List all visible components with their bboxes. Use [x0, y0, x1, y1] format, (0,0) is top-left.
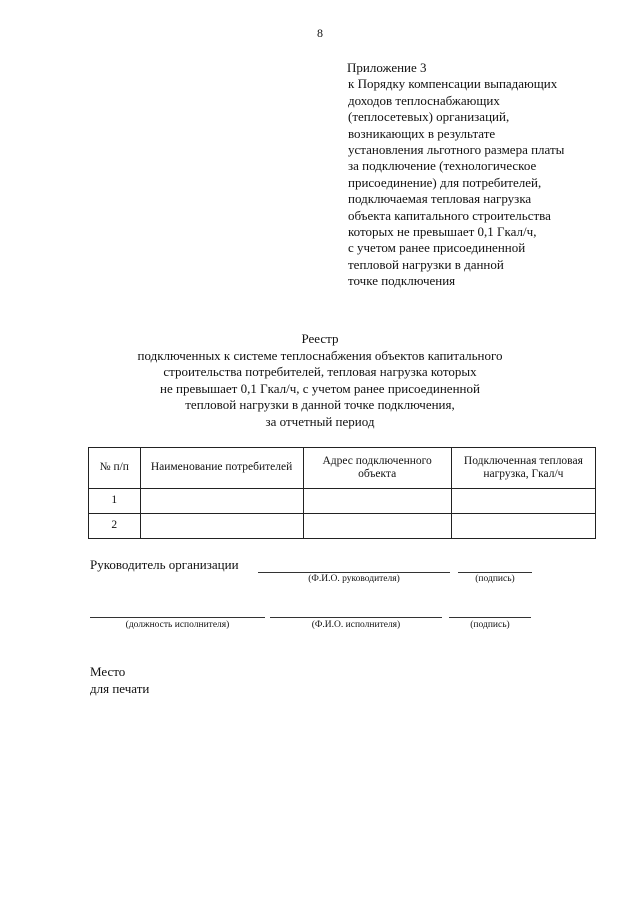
registry-subtitle-line: подключенных к системе теплоснабжения объектов капитального	[137, 347, 503, 363]
head-name-caption: (Ф.И.О. руководителя)	[308, 574, 400, 584]
executor-position-caption: (должность исполнителя)	[125, 620, 230, 630]
header-heat-load: Подключенная тепловая нагрузка, Гкал/ч	[451, 448, 595, 489]
registry-heading	[0, 331, 640, 431]
registry-table	[88, 447, 596, 539]
appendix-line: подключаемая тепловая нагрузка	[348, 191, 532, 207]
heat-load-cell	[451, 514, 595, 539]
executor-name-caption: (Ф.И.О. исполнителя)	[311, 620, 401, 630]
registry-title: Реестр	[301, 331, 339, 346]
head-signature-line	[458, 572, 532, 573]
appendix-line: точке подключения	[348, 273, 456, 289]
appendix-line: к Порядку компенсации выпадающих	[348, 76, 558, 92]
registry-subtitle-line: не превышает 0,1 Гкал/ч, с учетом ранее присоединенной	[160, 380, 480, 396]
appendix-line: доходов теплоснабжающих	[348, 92, 500, 108]
table-header-row	[89, 448, 596, 489]
consumer-name-cell	[140, 489, 303, 514]
appendix-line: Приложение 3	[347, 60, 427, 75]
executor-name-line	[270, 617, 442, 618]
registry-subtitle-line: строительства потребителей, тепловая нагрузка которых	[163, 364, 477, 380]
executor-position-line	[90, 617, 265, 618]
row-number-cell: 2	[89, 514, 141, 539]
registry-subtitle-line: тепловой нагрузки в данной точке подключения,	[185, 397, 455, 413]
stamp-placeholder	[90, 664, 149, 697]
appendix-line: с учетом ранее присоединенной	[348, 240, 526, 256]
header-number: № п/п	[89, 448, 141, 489]
appendix-block	[347, 60, 627, 290]
head-name-line	[258, 572, 450, 573]
head-of-organization-label: Руководитель организации	[90, 557, 239, 572]
executor-signature-line	[449, 617, 531, 618]
appendix-line: за подключение (технологическое	[348, 158, 537, 174]
stamp-line: для печати	[90, 680, 150, 696]
appendix-line: установления льготного размера платы	[348, 142, 565, 158]
consumer-name-cell	[140, 514, 303, 539]
header-consumer-name: Наименование потребителей	[140, 448, 303, 489]
table-row	[89, 489, 596, 514]
object-address-cell	[303, 514, 451, 539]
row-number-cell: 1	[89, 489, 141, 514]
registry-subtitle-line: за отчетный период	[265, 413, 375, 429]
appendix-line: тепловой нагрузки в данной	[348, 256, 504, 272]
appendix-line: которых не превышает 0,1 Гкал/ч,	[348, 224, 537, 240]
stamp-line: Место	[90, 664, 126, 679]
appendix-line: объекта капитального строительства	[348, 207, 551, 223]
table-row	[89, 514, 596, 539]
appendix-line: возникающих в результате	[348, 125, 496, 141]
page-number: 8	[317, 26, 323, 40]
executor-signature-caption: (подпись)	[470, 620, 510, 630]
head-signature-caption: (подпись)	[475, 574, 515, 584]
heat-load-cell	[451, 489, 595, 514]
appendix-line: присоединение) для потребителей,	[348, 174, 542, 190]
appendix-line: (теплосетевых) организаций,	[348, 109, 510, 125]
object-address-cell	[303, 489, 451, 514]
header-object-address: Адрес подключенного объекта	[303, 448, 451, 489]
